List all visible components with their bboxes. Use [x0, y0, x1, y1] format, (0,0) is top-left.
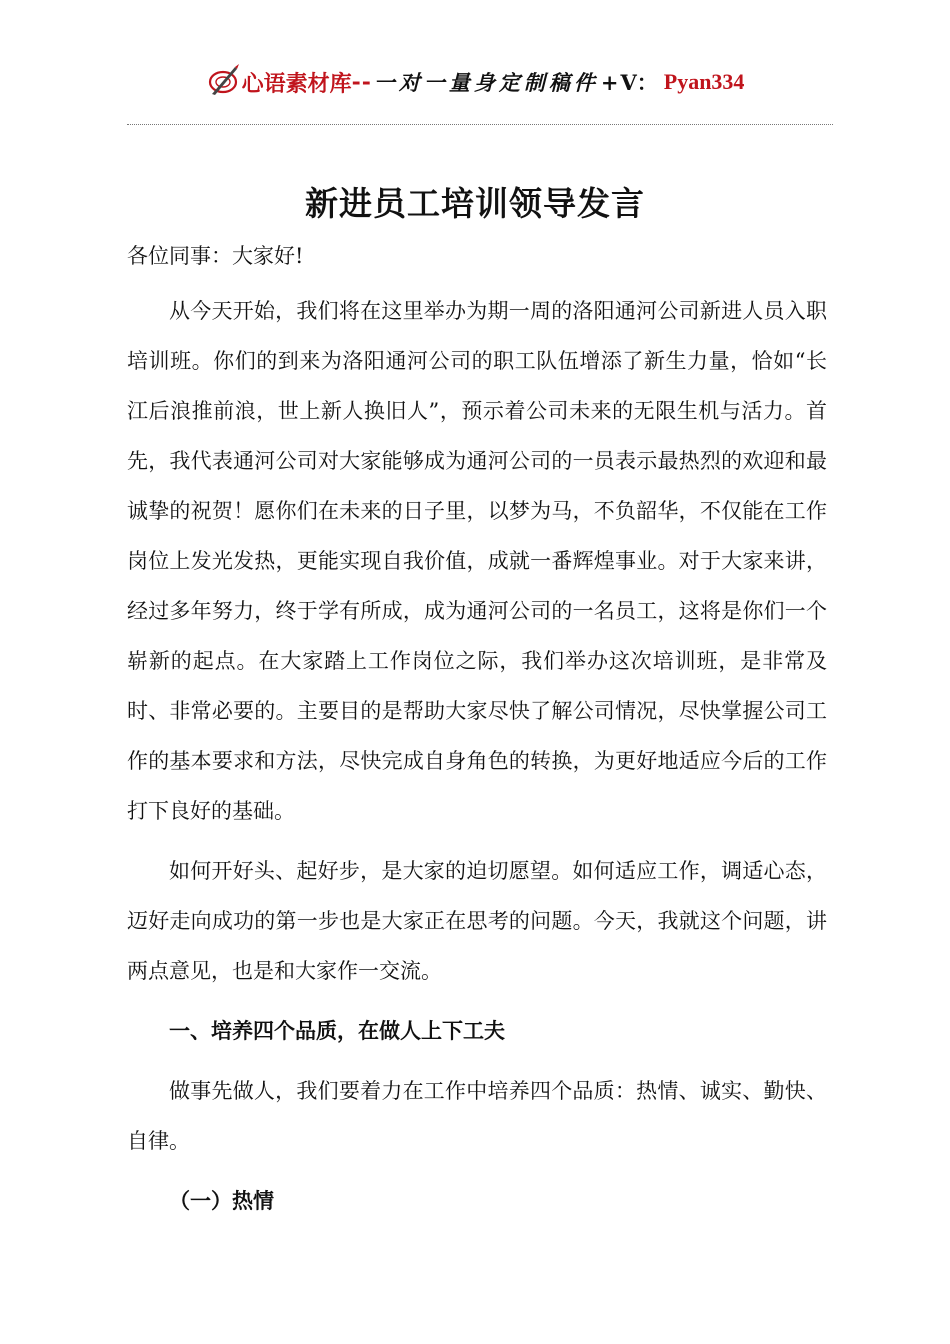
- section-heading: 一、培养四个品质，在做人上下工夫: [169, 1018, 505, 1043]
- quill-pen-icon: [206, 63, 240, 97]
- header-divider: [127, 124, 833, 125]
- header-separator: --: [351, 69, 372, 95]
- document-title: 新进员工培训领导发言: [305, 184, 645, 223]
- header-tagline: 一对一量身定制稿件: [373, 70, 599, 95]
- document-body: [127, 236, 827, 1226]
- subsection-heading: （一）热情: [169, 1188, 274, 1213]
- header-contact-id: Pyan334: [663, 69, 745, 94]
- header-plus: +: [600, 69, 619, 95]
- body-paragraph: 从今天开始，我们将在这里举办为期一周的洛阳通河公司新进人员入职培训班。你们的到来为洛阳通河公司的职工队伍增添了新生力量，恰如“长江后浪推前浪，世上新人换旧人”，预示着公司未来的无限生机与活力。首先，我代表通河公司对大家能够成为通河公司的一员表示最热烈的欢迎和最诚挚的祝贺！愿你们在未来的日子里，以梦为马，不负韶华，不仅能在工作岗位上发光发热，更能实现自我价值，成就一番辉煌事业。对于大家来讲，经过多年努力，终于学有所成，成为通河公司的一名员工，这将是你们一个崭新的起点。在大家踏上工作岗位之际，我们举办这次培训班，是非常及时、非常必要的。主要目的是帮助大家尽快了解公司情况，尽快掌握公司工作的基本要求和方法，尽快完成自身角色的转换，为更好地适应今后的工作打下良好的基础。: [127, 299, 827, 823]
- header-contact-label: V：: [620, 70, 658, 95]
- header-brand: 心语素材库: [241, 70, 352, 97]
- page-header: [0, 58, 950, 106]
- body-paragraph: 如何开好头、起好步，是大家的迫切愿望。如何适应工作，调适心态，迈好走向成功的第一步也是大家正在思考的问题。今天，我就这个问题，讲两点意见，也是和大家作一交流。: [127, 859, 827, 983]
- greeting: 各位同事：大家好!: [127, 244, 304, 268]
- section-paragraph: 做事先做人，我们要着力在工作中培养四个品质：热情、诚实、勤快、自律。: [127, 1079, 827, 1153]
